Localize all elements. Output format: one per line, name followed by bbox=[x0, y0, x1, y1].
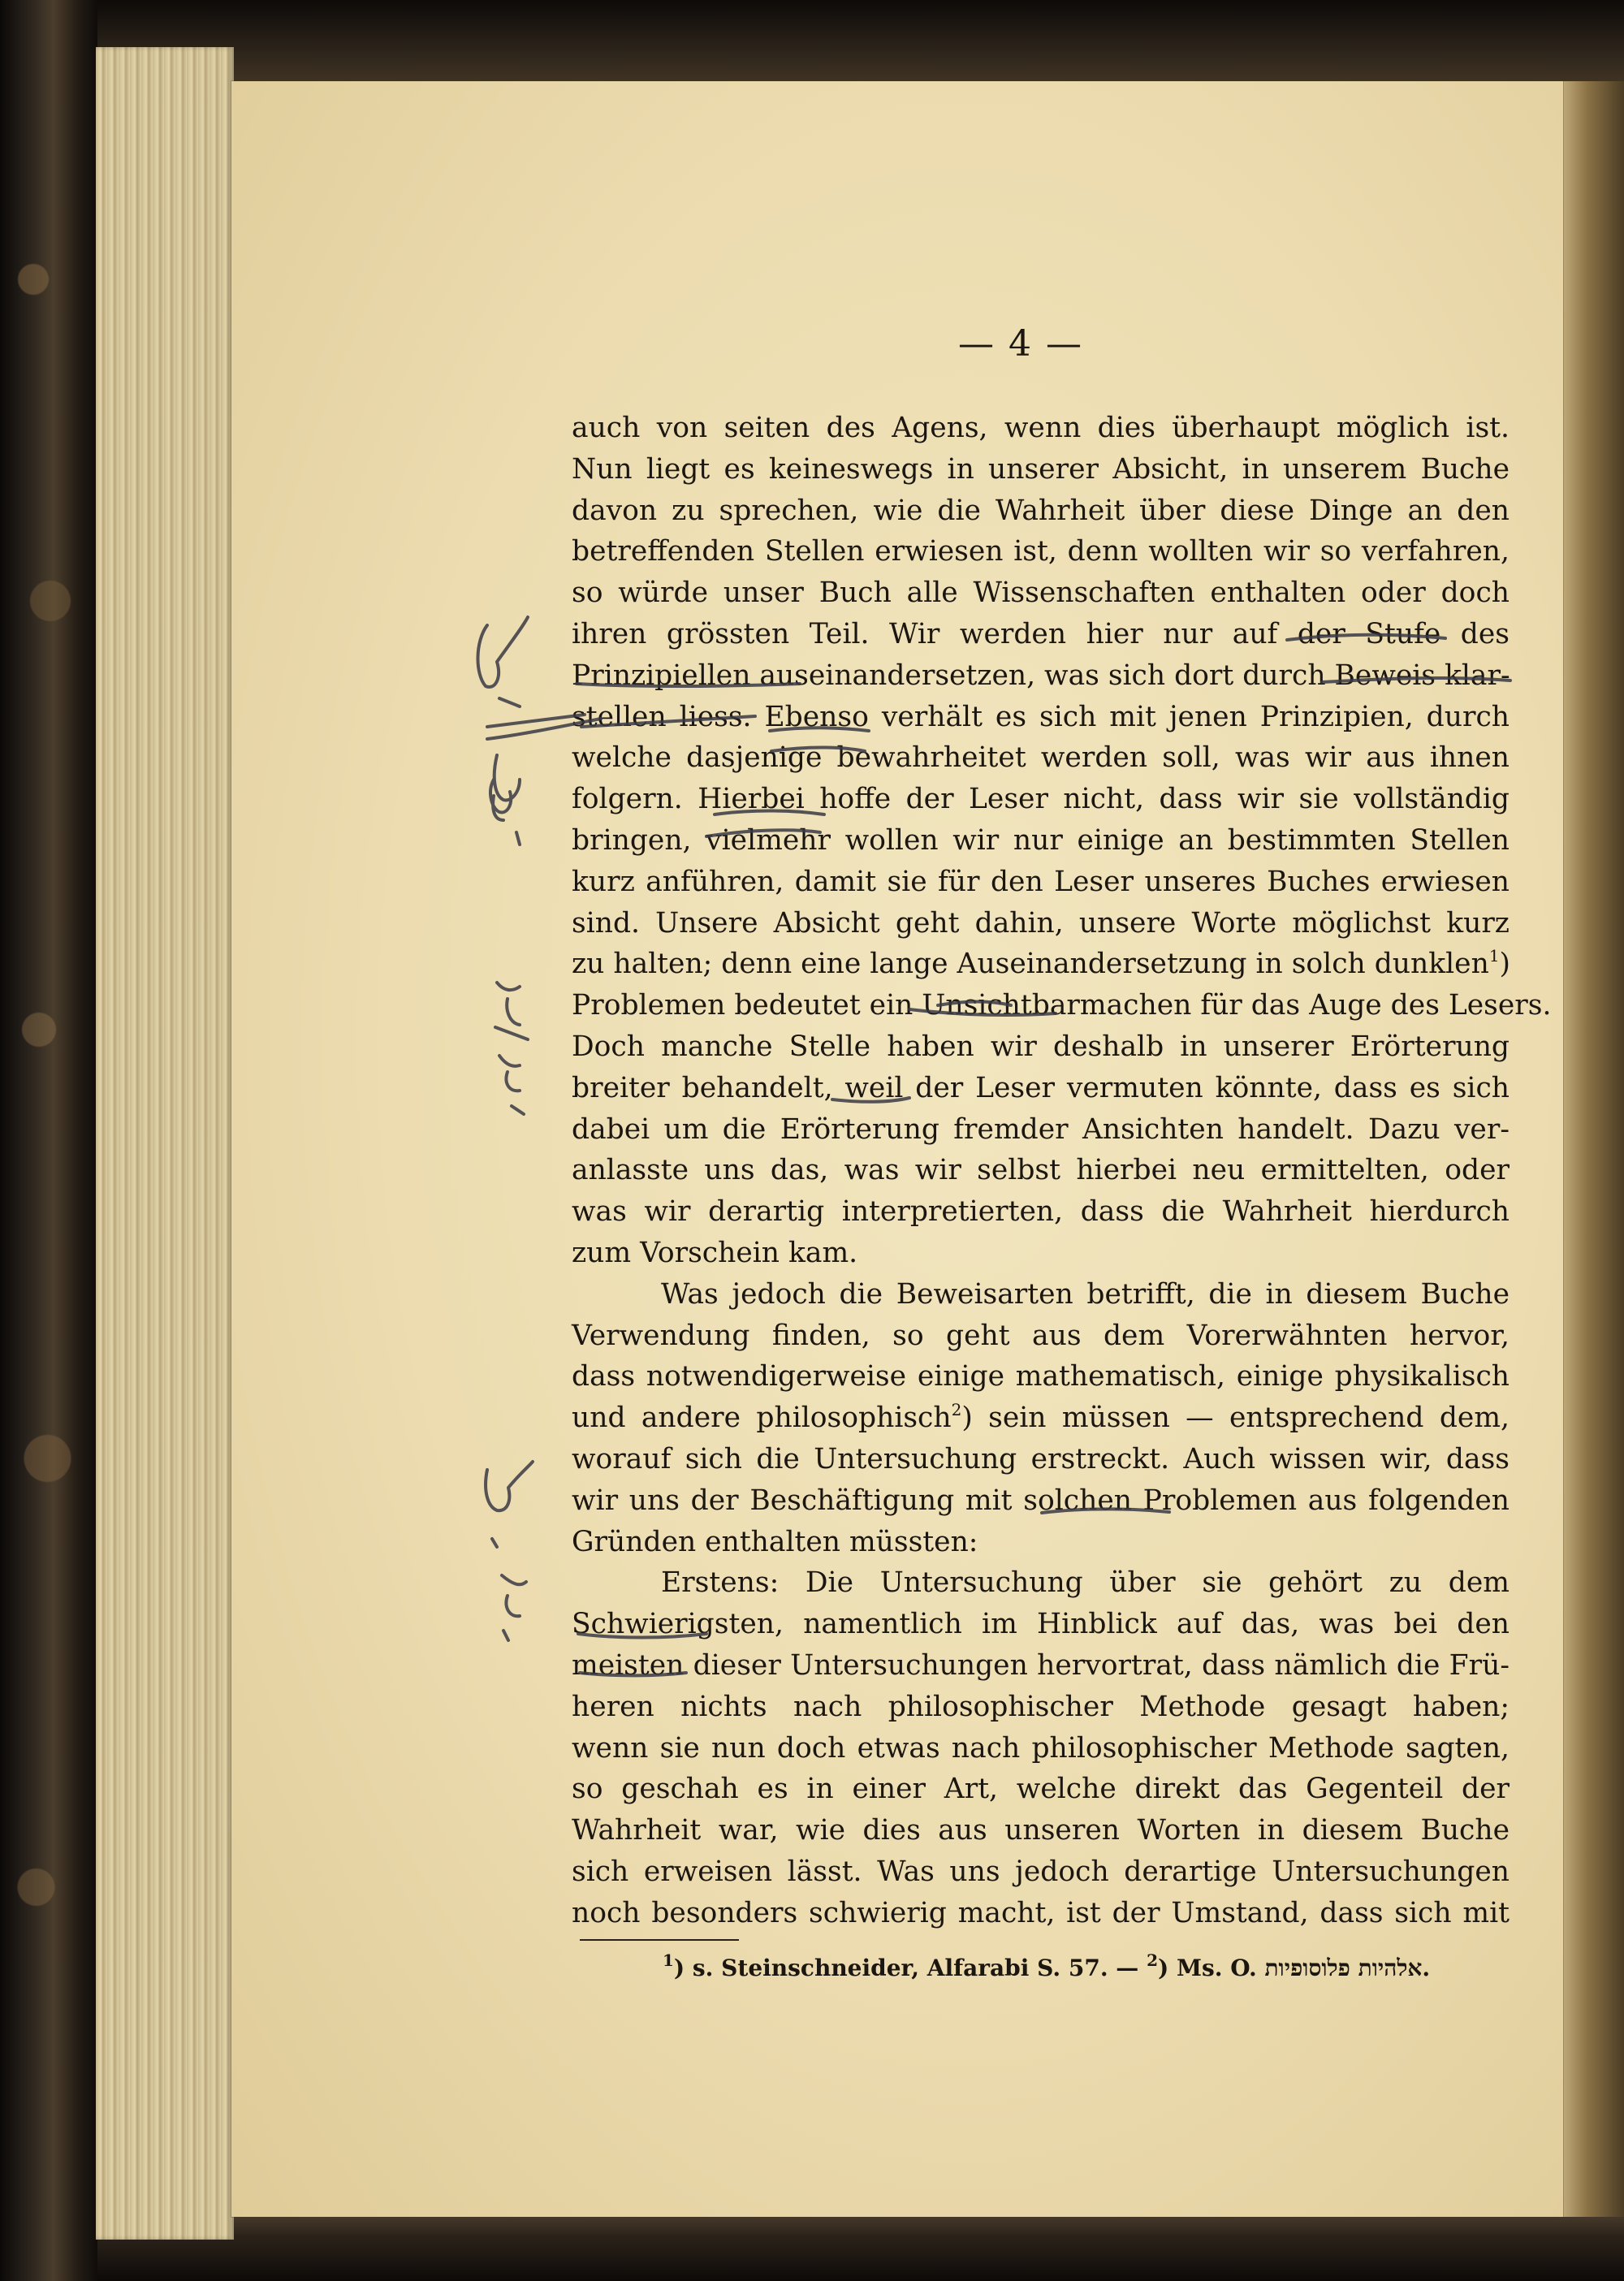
text-line: worauf sich die Untersuchung erstreckt. Auch wissen wir, dass bbox=[572, 1442, 1510, 1475]
text-line: Schwierigsten, namentlich im Hinblick auf das, was bei den bbox=[572, 1608, 1510, 1641]
text-line: meisten dieser Untersuchungen hervortrat, dass nämlich die Frü- bbox=[572, 1648, 1510, 1682]
text-line-with-note: und andere philosophisch$^2$) sein müssen — entsprechend dem, bbox=[572, 1399, 1510, 1435]
text-line: davon zu sprechen, wie die Wahrheit über diese Dinge an den bbox=[572, 494, 1510, 527]
marbled-cover-pattern bbox=[16, 65, 73, 2209]
footnote-2-marker: 2 bbox=[1147, 1950, 1158, 1970]
text-line: Verwendung finden, so geht aus dem Vorerwähnten hervor, bbox=[572, 1319, 1510, 1352]
line-text-tail: sein müssen — entsprechend dem, bbox=[972, 1402, 1510, 1435]
text-line: zum Vorschein kam. bbox=[572, 1236, 858, 1269]
text-line: wir uns der Beschäftigung mit solchen Problemen aus folgenden bbox=[572, 1484, 1510, 1517]
text-line: ihren grössten Teil. Wir werden hier nur auf der Stufe des bbox=[572, 617, 1510, 650]
text-line: heren nichts nach philosophischer Methode gesagt haben; bbox=[572, 1690, 1510, 1723]
page-edge-right bbox=[1563, 81, 1624, 2217]
text-line: wenn sie nun doch etwas nach philosophischer Methode sagten, bbox=[572, 1731, 1510, 1765]
text-line: welche dasjenige bewahrheitet werden soll, was wir aus ihnen bbox=[572, 741, 1510, 775]
footnote-2-text: Ms. O. אלהיות פלוסופיות. bbox=[1168, 1955, 1431, 1981]
book-cover-top-edge bbox=[97, 0, 1624, 81]
footnote-marker-1: 1 bbox=[1488, 945, 1500, 966]
footnote-1-marker: 1 bbox=[663, 1950, 674, 1970]
text-line: Prinzipiellen auseinandersetzen, was sich dort durch Beweis klar- bbox=[572, 659, 1510, 692]
text-line: anlasste uns das, was wir selbst hierbei neu ermittelten, oder bbox=[572, 1154, 1510, 1187]
text-line: bringen, vielmehr wollen wir nur einige an bestimmten Stellen bbox=[572, 823, 1510, 857]
text-line: sich erweisen lässt. Was uns jedoch derartige Untersuchungen bbox=[572, 1855, 1510, 1888]
text-line: was wir derartig interpretierten, dass die Wahrheit hierdurch bbox=[572, 1195, 1510, 1229]
text-line: kurz anführen, damit sie für den Leser unseres Buches erwiesen bbox=[572, 865, 1510, 898]
book-cover-left bbox=[0, 0, 97, 2281]
text-line: so geschah es in einer Art, welche direkt das Gegenteil der bbox=[572, 1773, 1510, 1806]
text-line: auch von seiten des Agens, wenn dies überhaupt möglich ist. bbox=[572, 412, 1510, 444]
text-line: so würde unser Buch alle Wissenschaften enthalten oder doch bbox=[572, 577, 1510, 610]
line-text: und andere philosophisch bbox=[572, 1402, 952, 1435]
text-line: folgern. Hierbei hoffe der Leser nicht, dass wir sie vollständig bbox=[572, 783, 1510, 816]
body-text bbox=[572, 408, 1552, 1933]
text-line: noch besonders schwierig macht, ist der Umstand, dass sich mit bbox=[572, 1896, 1510, 1929]
text-line: Gründen enthalten müssten: bbox=[572, 1525, 978, 1558]
text-line-with-note: zu halten; denn eine lange Auseinandersetzung in solch dunklen$^1$) bbox=[572, 945, 1511, 981]
footnote-divider bbox=[580, 1939, 739, 1941]
text-line: Nun liegt es keineswegs in unserer Absicht, in unserem Buche bbox=[572, 452, 1510, 486]
text-line: Doch manche Stelle haben wir deshalb in unserer Erörterung bbox=[572, 1030, 1510, 1063]
page-stack-edges bbox=[96, 47, 234, 2240]
text-line: Was jedoch die Beweisarten betrifft, die in diesem Buche bbox=[661, 1277, 1510, 1311]
text-line: dabei um die Erörterung fremder Ansichten handelt. Dazu ver- bbox=[572, 1112, 1510, 1146]
text-line: breiter behandelt, weil der Leser vermuten könnte, dass es sich bbox=[572, 1071, 1510, 1104]
line-text: zu halten; denn eine lange Auseinandersetzung in solch dunklen bbox=[572, 948, 1489, 981]
footnote-marker-2: 2 bbox=[951, 1399, 962, 1419]
page-number: — 4 — bbox=[958, 323, 1083, 365]
text-line: stellen liess. Ebenso verhält es sich mit jenen Prinzipien, durch bbox=[572, 700, 1510, 733]
text-line: betreffenden Stellen erwiesen ist, denn wollten wir so verfahren, bbox=[572, 535, 1510, 568]
footnotes: $^1$) s. Steinschneider, Alfarabi S. 57. — $^2$) Ms. O. אלהיות פלוסופיות. bbox=[663, 1950, 1431, 1981]
text-line: Wahrheit war, wie dies aus unseren Worten in diesem Buche bbox=[572, 1814, 1510, 1847]
text-line: Erstens: Die Untersuchung über sie gehört zu dem bbox=[661, 1566, 1510, 1600]
book-cover-bottom-edge bbox=[97, 2217, 1624, 2281]
footnote-1-text: s. Steinschneider, Alfarabi S. 57. — bbox=[685, 1955, 1147, 1981]
text-line: sind. Unsere Absicht geht dahin, unsere Worte möglichst kurz bbox=[572, 906, 1510, 940]
text-line: dass notwendigerweise einige mathematisch, einige physikalisch bbox=[572, 1360, 1510, 1393]
text-line: Problemen bedeutet ein Unsichtbarmachen für das Auge des Lesers. bbox=[572, 989, 1552, 1022]
